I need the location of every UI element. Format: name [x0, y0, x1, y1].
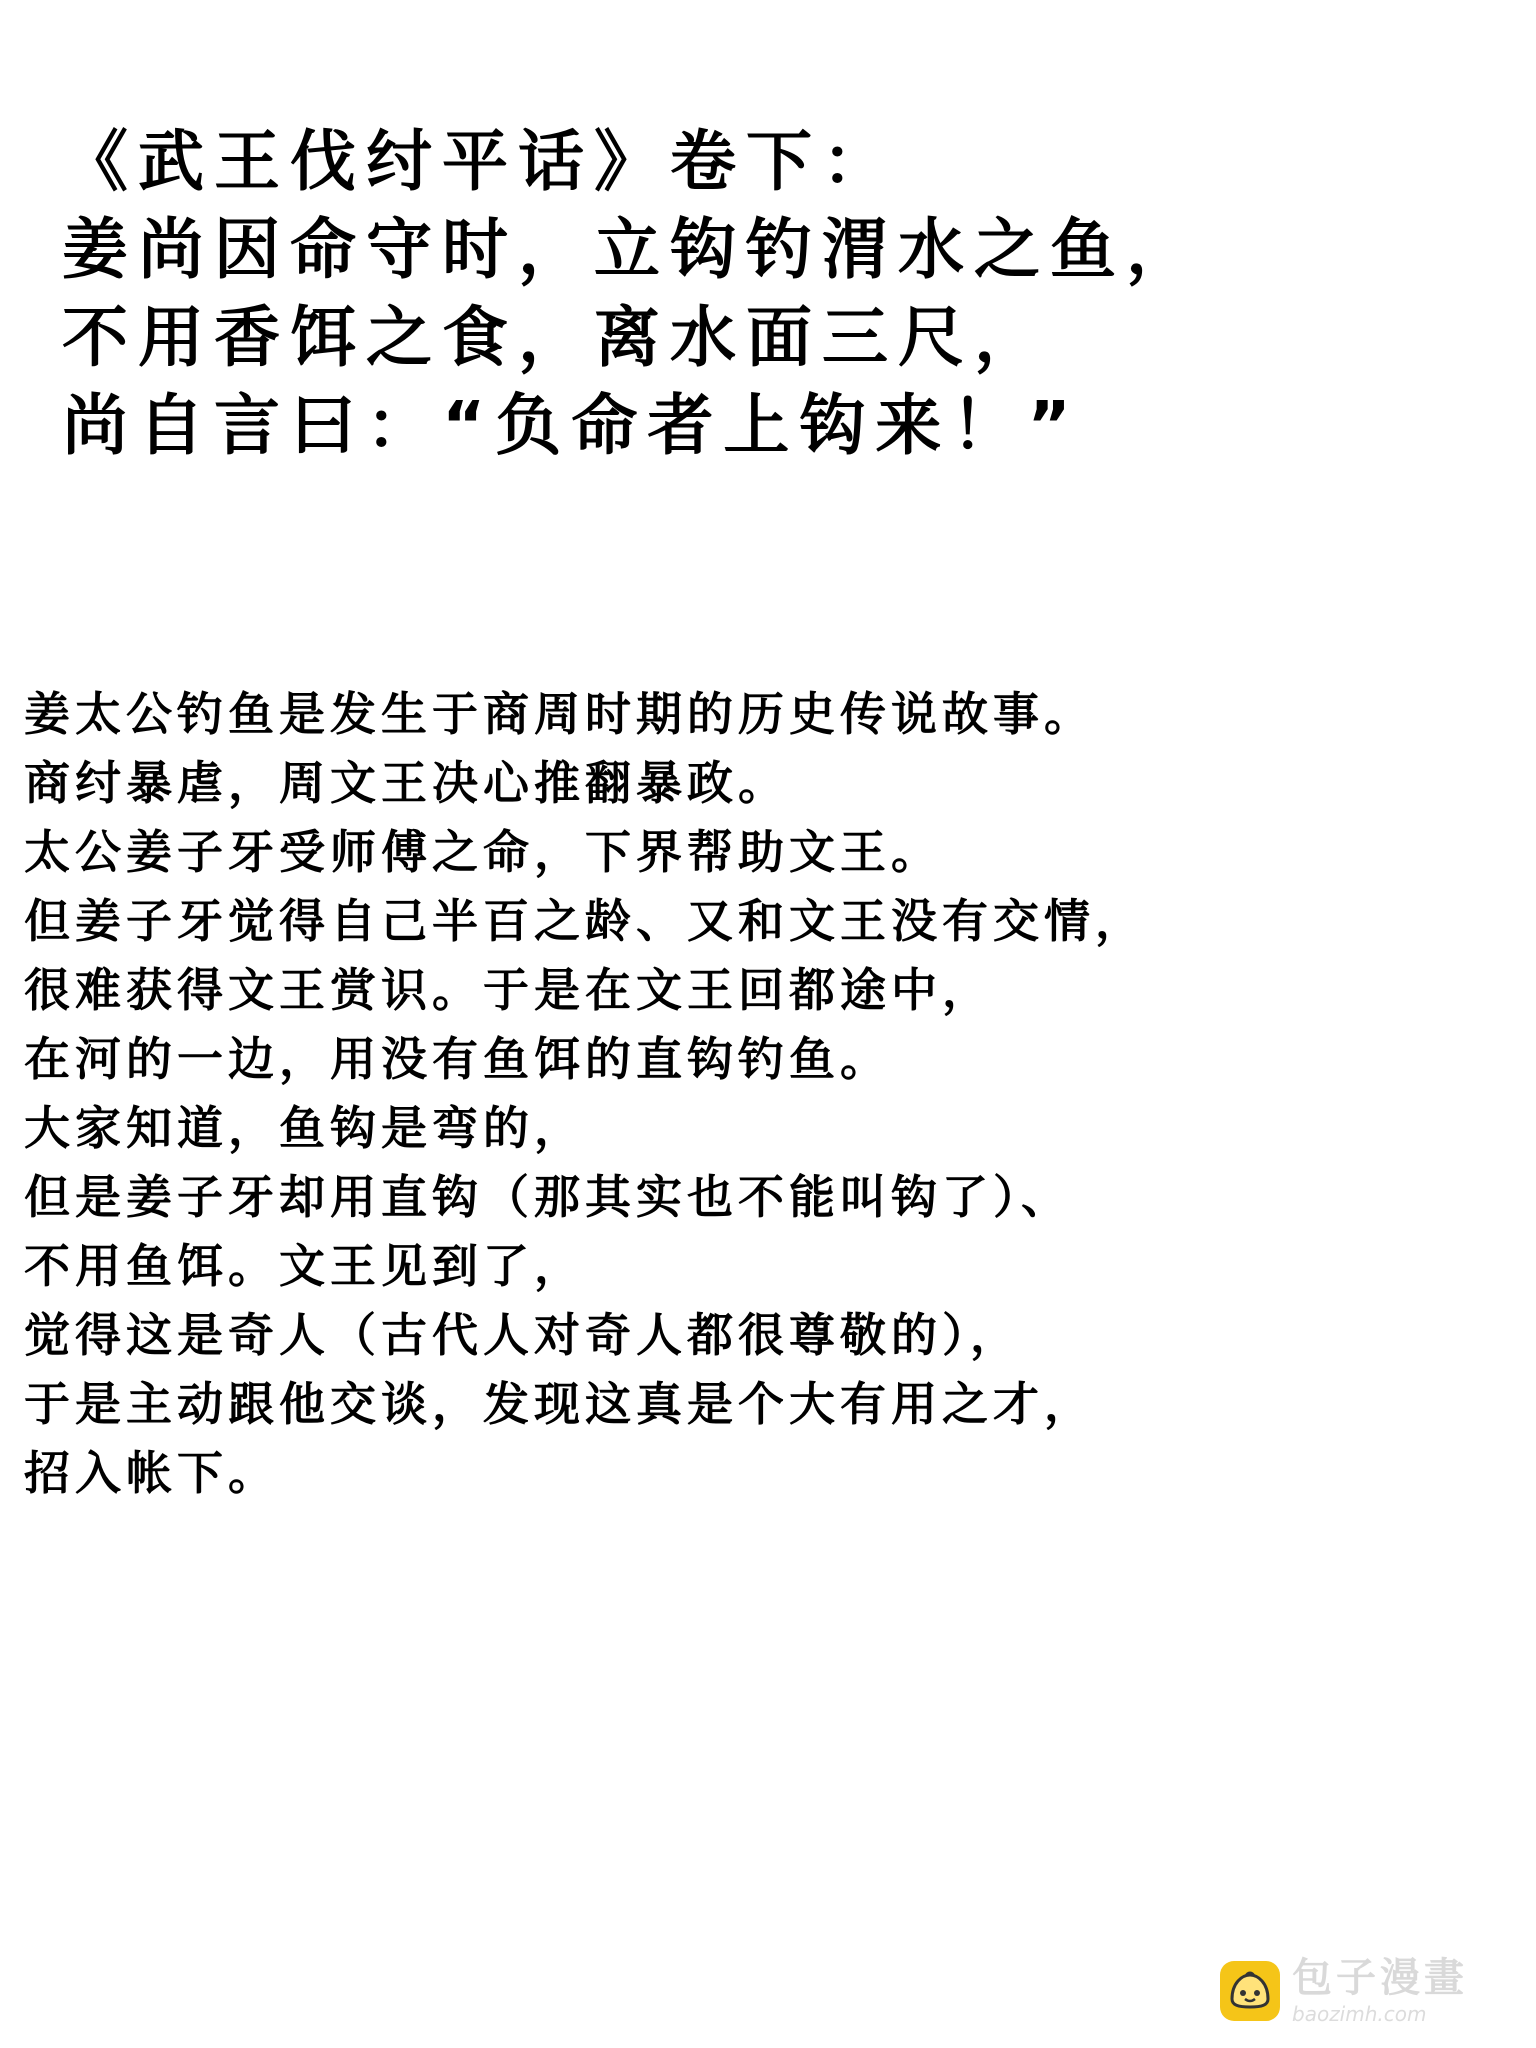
body-line-8: 但是姜子牙却用直钩（那其实也不能叫钩了）、	[24, 1170, 1072, 1224]
quote-line-1: 《武王伐纣平话》卷下：	[62, 123, 898, 200]
watermark-text	[1292, 1955, 1468, 2026]
body-line-9: 不用鱼饵。文王见到了，	[24, 1239, 585, 1293]
body-line-4: 但姜子牙觉得自己半百之龄、又和文王没有交情，	[24, 894, 1146, 948]
quote-line-2: 姜尚因命守时，立钩钓渭水之鱼，	[62, 211, 1202, 288]
body-line-5: 很难获得文王赏识。于是在文王回都途中，	[24, 963, 993, 1017]
watermark-site-name: 包子漫畫	[1292, 1955, 1468, 2001]
story-explanation	[24, 680, 1514, 1508]
site-watermark	[1218, 1946, 1518, 2036]
quote-passage	[62, 118, 1502, 470]
body-line-1: 姜太公钓鱼是发生于商周时期的历史传说故事。	[24, 687, 1095, 741]
quote-line-4: 尚自言曰：“负命者上钩来！”	[62, 387, 1081, 464]
body-line-12: 招入帐下。	[24, 1446, 279, 1500]
body-line-7: 大家知道，鱼钩是弯的，	[24, 1101, 585, 1155]
quote-line-3: 不用香饵之食，离水面三尺，	[62, 299, 1050, 376]
body-line-2: 商纣暴虐，周文王决心推翻暴政。	[24, 756, 789, 810]
body-line-3: 太公姜子牙受师傅之命，下界帮助文王。	[24, 825, 942, 879]
watermark-site-url: baozimh.com	[1292, 2002, 1427, 2026]
body-line-11: 于是主动跟他交谈，发现这真是个大有用之才，	[24, 1377, 1095, 1431]
body-line-6: 在河的一边，用没有鱼饵的直钩钓鱼。	[24, 1032, 891, 1086]
body-line-10: 觉得这是奇人（古代人对奇人都很尊敬的），	[24, 1308, 1021, 1362]
bun-mascot-icon	[1218, 1959, 1282, 2023]
